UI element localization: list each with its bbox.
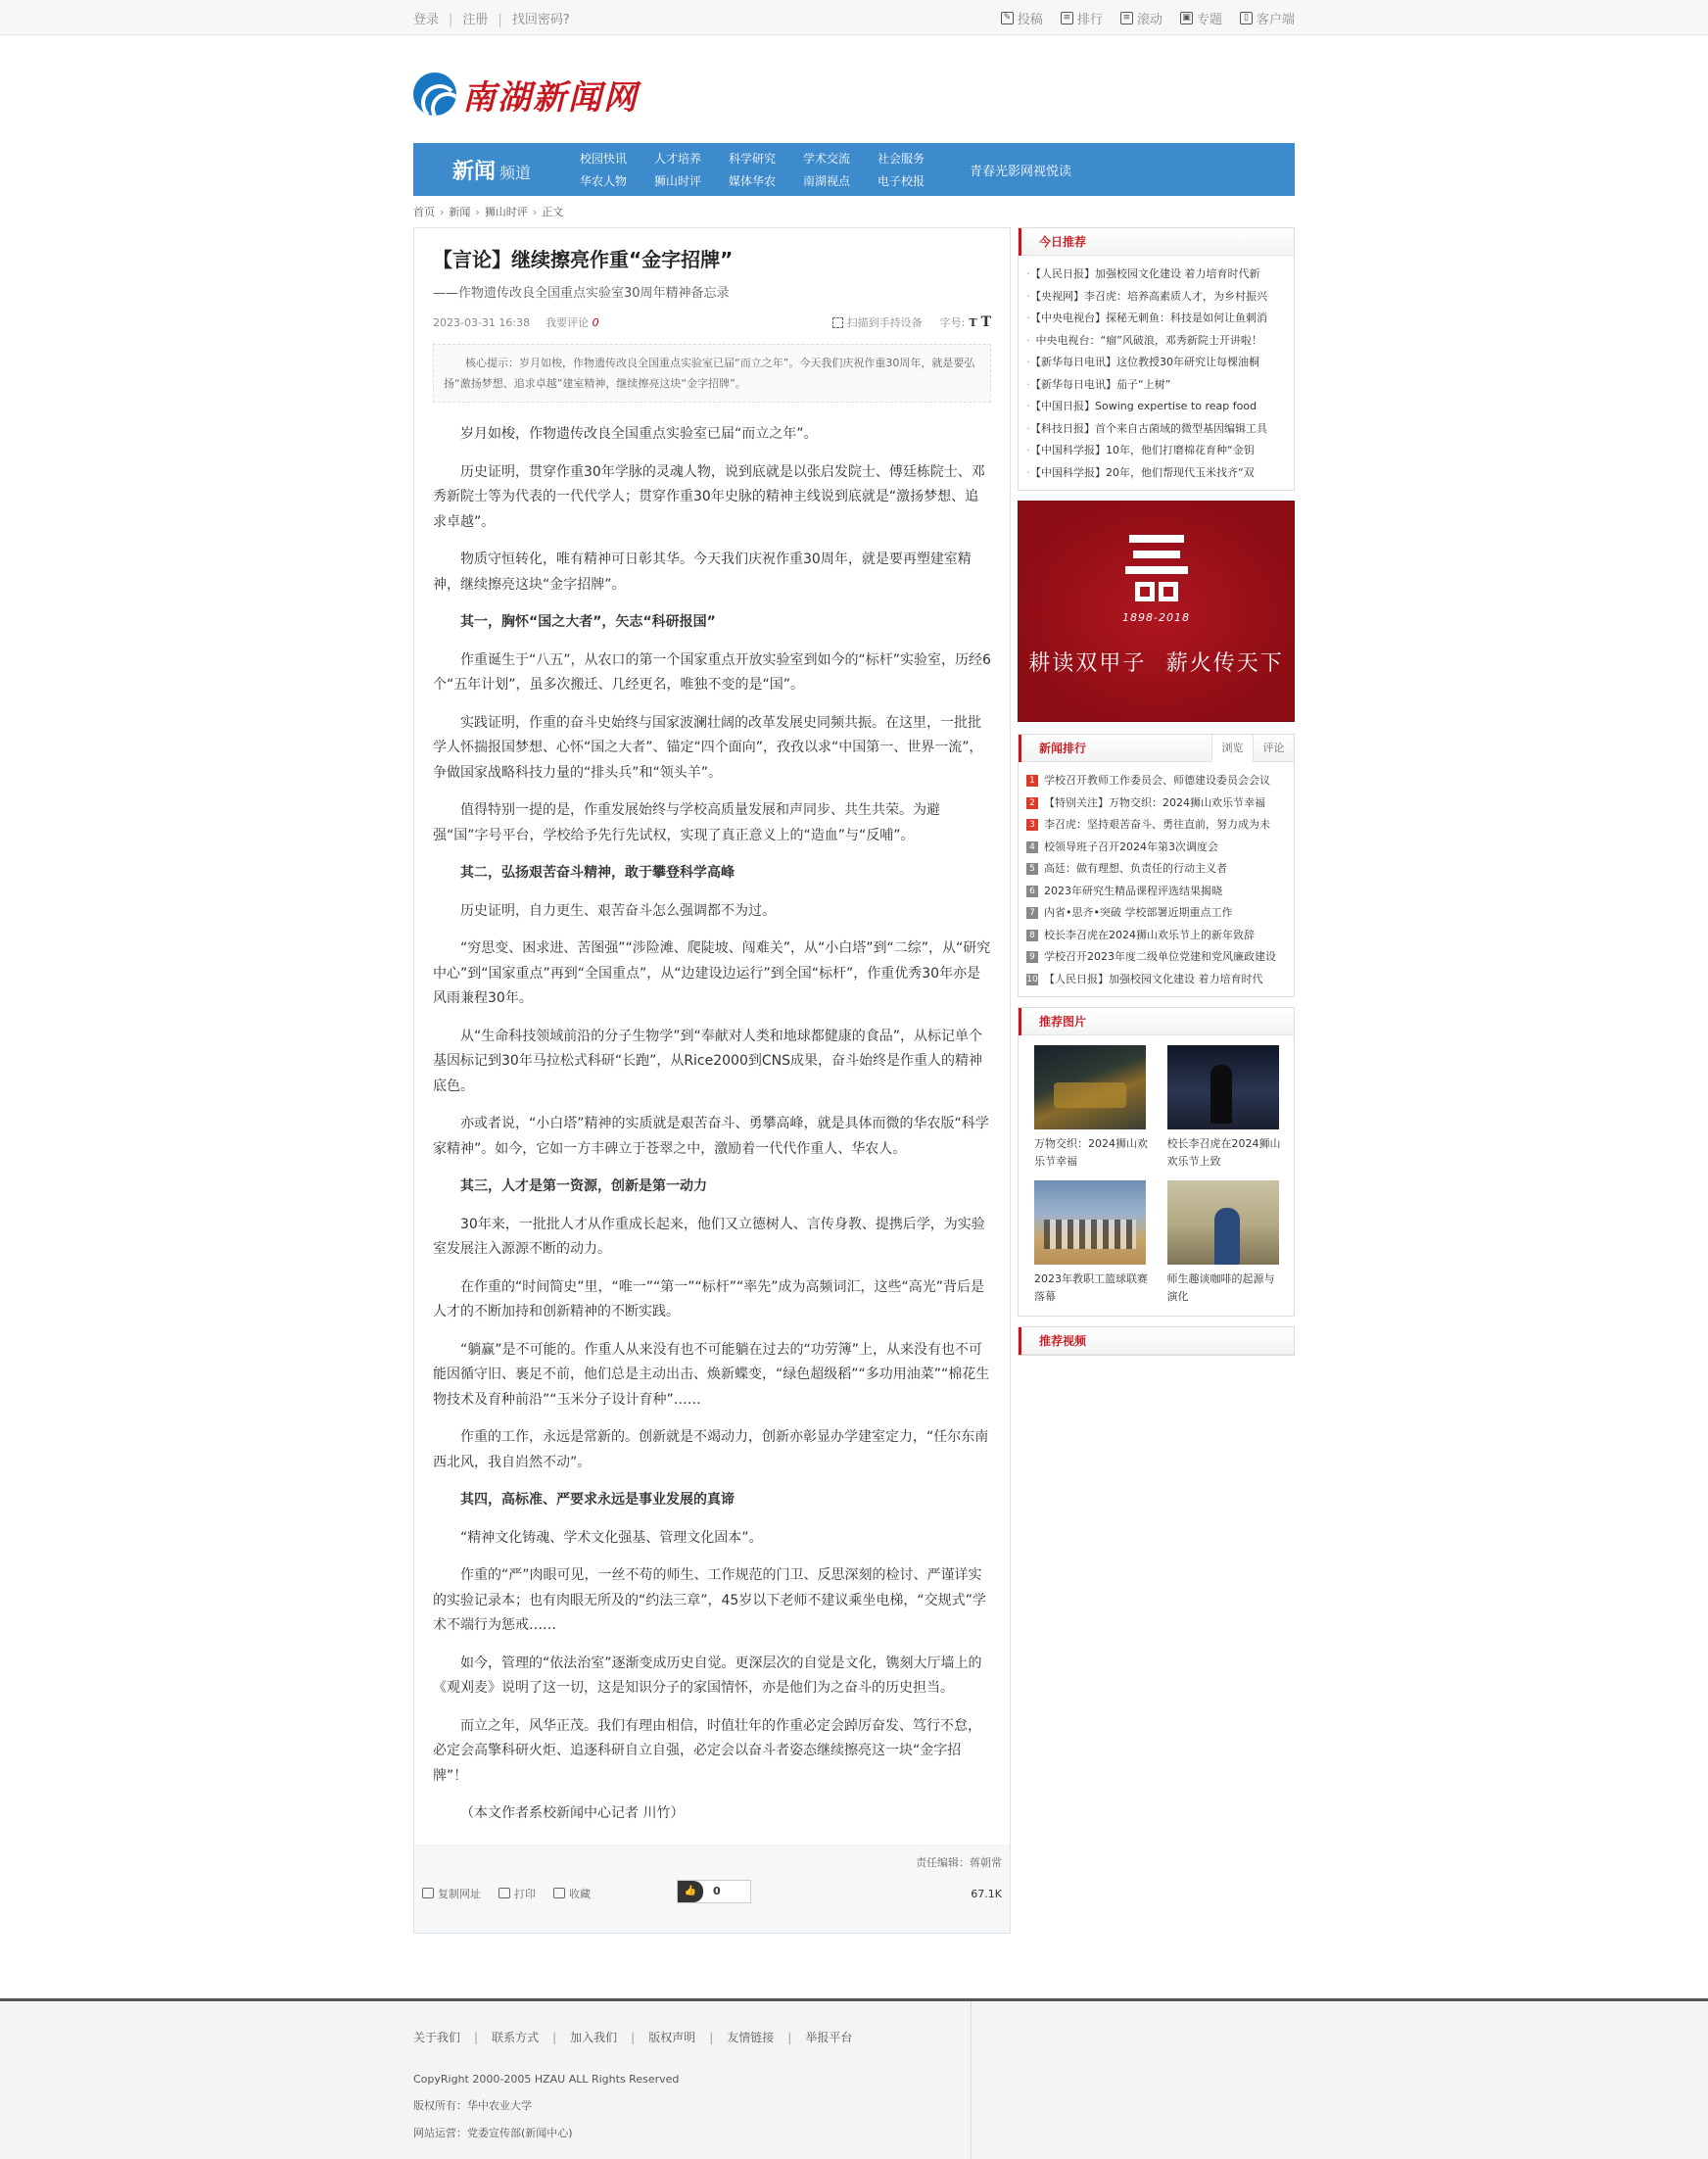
article-meta [433, 314, 991, 330]
article-paragraph: 30年来，一批批人才从作重成长起来，他们又立德树人、言传身教、提携后学，为实验室发展注入源源不断的动力。 [433, 1216, 985, 1257]
today-recommend-item[interactable]: · 【科技日报】首个来自古菌域的微型基因编辑工具 [1026, 418, 1286, 441]
article-paragraph: 实践证明，作重的奋斗史始终与国家波澜壮阔的改革发展史同频共振。在这里，一批批学人怀揣报国梦想、心怀“国之大者”、锚定“四个面向”，孜孜以求“中国第一、世界一流”，争做国家战略科技力量的“排头兵”和“领头羊”。 [433, 714, 983, 781]
footer-link[interactable]: 加入我们 [570, 2031, 618, 2044]
ranking-item[interactable] [1026, 858, 1286, 881]
rank-number: 4 [1026, 841, 1038, 853]
ranking-item[interactable] [1026, 946, 1286, 969]
article-paragraph: 作重诞生于“八五”，从农口的第一个国家重点开放实验室到如今的“标杆”实验室，历经6个“五年计划”，虽多次搬迁、几经更名，唯独不变的是“国”。 [433, 651, 991, 693]
pic-item[interactable]: 万物交织：2024狮山欢乐节幸福 [1034, 1045, 1152, 1171]
banner-years: 1898-2018 [1122, 611, 1190, 624]
ranking-item[interactable] [1026, 770, 1286, 792]
nav-big-item[interactable]: 青春 [970, 164, 996, 179]
breadcrumb: 首页 › 新闻 › 狮山时评 › 正文 [413, 206, 564, 218]
image-icon: ▣ [1180, 12, 1193, 24]
ranking-link[interactable]: ≡ 排行 [1061, 9, 1103, 27]
article-section-heading: 其二，弘扬艰苦奋斗精神，敢于攀登科学高峰 [460, 865, 735, 881]
top-bar [0, 0, 1708, 35]
article-paragraph: “躺赢”是不可能的。作重人从来没有也不可能躺在过去的“功劳簿”上，从来没有也不可能因循守旧、裹足不前，他们总是主动出击、焕新蝶变，“绿色超级稻”“多功用油菜”“棉花生物技术及育种前沿”“玉米分子设计育种”…… [433, 1341, 990, 1408]
nav-item[interactable]: 校园快讯 [580, 152, 628, 166]
login-link[interactable]: 登录 [413, 12, 440, 27]
ranking-item-title: 【人民日报】加强校园文化建设 着力培育时代 [1044, 972, 1263, 985]
channel-grid [580, 150, 952, 189]
ranking-item[interactable] [1026, 902, 1286, 925]
ranking-item-title: 【特别关注】万物交织：2024狮山欢乐节幸福 [1044, 795, 1265, 809]
qr-icon [832, 317, 843, 328]
news-ranking-list [1019, 762, 1294, 996]
article-paragraph: “精神文化铸魂、学术文化强基、管理文化固本”。 [460, 1529, 763, 1546]
thumb-icon: 👍 [678, 1881, 703, 1902]
article-paragraph: “穷思变、困求进、苦图强”“涉险滩、爬陡坡、闯难关”，从“小白塔”到“二综”，从“研究中心”到“国家重点”再到“全国重点”，从“边建设边运行”到全国“标杆”，作重优秀30年亦是风雨兼程30年。 [433, 940, 991, 1006]
article-paragraph: 作重的工作，永远是常新的。创新就是不竭动力，创新亦彰显办学建室定力，“任尔东南西北风，我自岿然不动”。 [433, 1429, 989, 1470]
footer-link[interactable]: 联系方式 [492, 2031, 540, 2044]
qr-scan-link[interactable]: 扫描到手持设备 [832, 314, 923, 330]
article-paragraph: 作重的“严”肉眼可见，一丝不苟的师生、工作规范的门卫、反思深刻的检讨、严谨详实的实验记录本；也有肉眼无所及的“约法三章”，45岁以下老师不建议乘坐电梯，“交规式”学术不端行为惩戒…… [433, 1567, 986, 1633]
font-large-button[interactable]: T [980, 314, 991, 330]
article-paragraph: 物质守恒转化，唯有精神可日彰其华。今天我们庆祝作重30周年，就是要再塑建室精神，继续擦亮这块“金字招牌”。 [433, 552, 972, 593]
topic-link[interactable]: ▣ 专题 [1180, 9, 1222, 27]
article-section-heading: 其一，胸怀“国之大者”，矢志“科研报国” [460, 614, 716, 630]
today-recommend-title: 今日推荐 [1019, 228, 1086, 256]
font-small-button[interactable]: T [969, 316, 977, 329]
ranking-item-title: 校长李召虎在2024狮山欢乐节上的新年致辞 [1044, 928, 1255, 941]
favorite-button[interactable]: 收藏 [553, 1886, 591, 1901]
client-link[interactable]: ▯ 客户端 [1240, 9, 1295, 27]
footer-link[interactable]: 友情链接 [727, 2031, 775, 2044]
article-paragraph: （本文作者系校新闻中心记者 川竹） [460, 1805, 685, 1821]
breadcrumb-item[interactable]: 狮山时评 [484, 206, 528, 218]
nav-item[interactable]: 社会服务 [878, 152, 925, 166]
register-link[interactable]: 注册 [462, 12, 489, 27]
forgot-password-link[interactable]: 找回密码? [511, 12, 570, 27]
today-recommend-item[interactable]: · 【新华每日电讯】这位教授30年研究让每棵油桐 [1026, 352, 1286, 374]
footer-links: 关于我们 | 联系方式 | 加入我们 | 版权声明 | 友情链接 | 举报平台 [413, 2031, 853, 2044]
today-recommend-item[interactable]: · 中央电视台：“瘤”风破浪，邓秀新院士开讲啦！ [1026, 330, 1286, 353]
today-recommend-item[interactable]: · 【中国科学报】10年，他们打磨棉花育种“金钥 [1026, 440, 1286, 462]
breadcrumb-item[interactable]: 新闻 [449, 206, 471, 218]
article [413, 227, 1011, 1934]
responsible-editor: 责任编辑：蒋朝常 [916, 1855, 1002, 1869]
ranking-item-title: 校领导班子召开2024年第3次调度会 [1044, 840, 1218, 853]
rank-number: 3 [1026, 819, 1038, 831]
article-paragraph: 亦或者说，“小白塔”精神的实质就是艰苦奋斗、勇攀高峰，就是具体而微的华农版“科学家精神”。如今，它如一方丰碑立于苍翠之中，激励着一代代作重人、华农人。 [433, 1116, 989, 1157]
footer [0, 1998, 1708, 2159]
rank-number: 7 [1026, 907, 1038, 919]
ranking-item-title: 高廷：做有理想、负责任的行动主义者 [1044, 862, 1227, 875]
article-paragraph: 如今，管理的“依法治室”逐渐变成历史自觉。更深层次的自觉是文化，镌刻大厅墙上的《观刈麦》说明了这一切，这是知识分子的家国情怀，亦是他们为之奋斗的历史担当。 [433, 1655, 982, 1696]
news-ranking-title: 新闻排行 [1019, 735, 1086, 762]
breadcrumb-current: 正文 [542, 206, 564, 218]
nav-item[interactable]: 南湖视点 [803, 174, 851, 188]
submit-link[interactable]: ✎ 投稿 [1001, 9, 1043, 27]
anniversary-seal-icon [1121, 535, 1192, 605]
footer-link[interactable]: 版权声明 [648, 2031, 696, 2044]
font-size-control: 字号: T T [939, 314, 991, 330]
channel-brand[interactable]: 新闻 频道 [451, 158, 532, 184]
ranking-item[interactable] [1026, 792, 1286, 815]
article-paragraph: 岁月如梭，作物遗传改良全国重点实验室已届“而立之年”。 [460, 426, 818, 442]
ranking-item[interactable] [1026, 814, 1286, 837]
menu-icon: ≡ [1120, 12, 1133, 24]
nav-item[interactable]: 学术交流 [803, 152, 851, 166]
today-recommend-list [1019, 256, 1294, 490]
logo-text: 南湖新闻网 [462, 77, 639, 118]
today-recommend-item[interactable]: · 【新华每日电讯】茄子“上树” [1026, 374, 1286, 397]
rank-number: 8 [1026, 930, 1038, 941]
channel-big-links [970, 161, 1071, 179]
nav-item[interactable]: 媒体华农 [729, 174, 777, 188]
owner: 版权所有：华中农业大学 [413, 2099, 532, 2112]
recommend-pics-title: 推荐图片 [1019, 1008, 1086, 1035]
print-icon [498, 1888, 510, 1898]
recommend-video-title: 推荐视频 [1019, 1327, 1086, 1355]
article-paragraph: 而立之年，风华正茂。我们有理由相信，时值壮年的作重必定会踔厉奋发、笃行不怠，必定会高擎科研火炬、追逐科研自立自强，必定会以奋斗者姿态继续擦亮这一块“金字招牌”！ [433, 1717, 981, 1784]
article-paragraph: 从“生命科技领域前沿的分子生物学”到“奉献对人类和地球都健康的食品”，从标记单个基因标记到30年马拉松式科研“长跑”，从Rice2000到CNS成果，奋斗始终是作重人的精神底色。 [433, 1028, 983, 1094]
nav-item[interactable]: 人才培养 [654, 152, 702, 166]
photo [1034, 1180, 1146, 1265]
article-section-heading: 其四，高标准、严要求永远是事业发展的真谛 [460, 1492, 735, 1508]
article-title: 【言论】继续擦亮作重“金字招牌” [433, 248, 734, 271]
rank-number: 6 [1026, 886, 1038, 897]
ranking-item[interactable] [1026, 925, 1286, 947]
like-count: 0 [713, 1885, 721, 1897]
nav-item[interactable]: 华农人物 [580, 174, 628, 188]
site-logo[interactable] [413, 35, 1295, 143]
footer-link[interactable]: 关于我们 [413, 2031, 461, 2044]
rank-number: 10 [1026, 974, 1038, 984]
photo [1167, 1180, 1279, 1265]
nav-item[interactable]: 狮山时评 [654, 174, 702, 188]
footer-link[interactable]: 举报平台 [805, 2031, 853, 2044]
logo-icon [413, 72, 456, 116]
ranking-item-title: 学校召开教师工作委员会、师德建设委员会会议 [1044, 774, 1270, 787]
photo [1034, 1045, 1146, 1129]
ranking-item[interactable] [1026, 881, 1286, 903]
nav-item[interactable]: 科学研究 [729, 152, 777, 166]
rank-number: 2 [1026, 797, 1038, 809]
today-recommend-item[interactable]: · 【中国日报】Sowing expertise to reap food [1026, 396, 1286, 418]
photo [1167, 1045, 1279, 1129]
account-links: 登录 | 注册 | 找回密码? [413, 12, 570, 27]
article-footer [414, 1845, 1010, 1933]
tab-views[interactable]: 浏览 [1211, 735, 1253, 762]
favorite-icon [553, 1888, 565, 1898]
print-button[interactable]: 打印 [498, 1886, 536, 1901]
banner-slogan: 耕读双甲子 薪火传天下 [1028, 651, 1284, 676]
article-paragraph: 在作重的“时间简史”里，“唯一”“第一”“标杆”“率先”成为高频词汇，这些“高光”背后是人才的不断加持和创新精神的不断实践。 [433, 1278, 985, 1319]
article-paragraph: 值得特别一提的是，作重发展始终与学校高质量发展和声同步、共生共荣。为避强“国”字号平台，学校给予先行先试权，实现了真正意义上的“造血”与“反哺”。 [433, 802, 940, 843]
ranking-item-title: 学校召开2023年度二级单位党建和党风廉政建设 [1044, 950, 1276, 963]
operator: 网站运营：党委宣传部(新闻中心) [413, 2127, 573, 2139]
article-paragraph: 历史证明，自力更生、艰苦奋斗怎么强调都不为过。 [460, 902, 776, 919]
ranking-item-title: 内省•思齐•突破 学校部署近期重点工作 [1044, 906, 1233, 919]
publish-date: 2023-03-31 16:38 [433, 315, 531, 329]
edit-icon: ✎ [1001, 12, 1014, 24]
recommend-pics-box [1018, 1007, 1295, 1317]
recommend-video-box [1018, 1326, 1295, 1356]
anniversary-banner[interactable] [1018, 501, 1295, 722]
today-recommend-item[interactable]: · 【人民日报】加强校园文化建设 着力培育时代新 [1026, 264, 1286, 286]
rank-number: 9 [1026, 951, 1038, 963]
rank-number: 1 [1026, 775, 1038, 787]
copyright: CopyRight 2000-2005 HZAU ALL Rights Reserved [413, 2073, 680, 2086]
article-paragraph: 历史证明，贯穿作重30年学脉的灵魂人物，说到底就是以张启发院士、傅廷栋院士、邓秀新院士等为代表的一代代学人；贯穿作重30年史脉的精神主线说到底就是“激扬梦想、追求卓越”。 [433, 463, 985, 530]
rank-number: 5 [1026, 863, 1038, 875]
like-button[interactable] [677, 1880, 751, 1903]
list-icon: ≡ [1061, 12, 1073, 24]
today-recommend-box [1018, 227, 1295, 491]
page-size: 67.1K [971, 1887, 1002, 1900]
copy-url-button[interactable]: 复制网址 [422, 1886, 481, 1901]
nav-big-item[interactable]: 网视 [1020, 164, 1047, 179]
nav-item[interactable]: 电子校报 [878, 174, 925, 188]
ranking-item-title: 李召虎：坚持艰苦奋斗、勇往直前，努力成为未 [1044, 818, 1270, 831]
ranking-item[interactable] [1026, 969, 1286, 991]
nav-big-item[interactable]: 光影 [995, 164, 1021, 179]
ranking-item[interactable] [1026, 837, 1286, 859]
today-recommend-item[interactable]: · 【中央电视台】探秘无刺鱼：科技是如何让鱼刺消 [1026, 308, 1286, 330]
channel-nav [413, 143, 1295, 196]
copy-icon [422, 1888, 434, 1898]
pic-item[interactable]: 2023年教职工篮球联赛落幕 [1034, 1180, 1152, 1306]
today-recommend-item[interactable]: · 【中国科学报】20年，他们帮现代玉米找齐“双 [1026, 462, 1286, 485]
top-links [1001, 9, 1295, 27]
nav-big-item[interactable]: 悦读 [1046, 164, 1072, 179]
article-summary: 核心提示：岁月如梭，作物遗传改良全国重点实验室已届“而立之年”。今天我们庆祝作重30周年，就是要弘扬“激扬梦想、追求卓越”建室精神，继续擦亮这块“金字招牌”。 [433, 344, 991, 403]
pic-item[interactable]: 校长李召虎在2024狮山欢乐节上致 [1167, 1045, 1285, 1171]
breadcrumb-item[interactable]: 首页 [413, 206, 435, 218]
article-section-heading: 其三，人才是第一资源，创新是第一动力 [460, 1178, 707, 1194]
rolling-link[interactable]: ≡ 滚动 [1120, 9, 1162, 27]
comment-link[interactable]: 我要评论 0 [546, 316, 599, 329]
article-tools [422, 1886, 591, 1901]
today-recommend-item[interactable]: · 【央视网】李召虎：培养高素质人才，为乡村振兴 [1026, 286, 1286, 309]
news-ranking-box [1018, 734, 1295, 997]
tab-comments[interactable]: 评论 [1253, 735, 1294, 762]
ranking-item-title: 2023年研究生精品课程评选结果揭晓 [1044, 884, 1222, 897]
phone-icon: ▯ [1240, 12, 1253, 24]
sidebar [1018, 227, 1295, 1934]
article-subtitle: ——作物遗传改良全国重点实验室30周年精神备忘录 [433, 286, 730, 301]
article-body [433, 422, 991, 1827]
pic-item[interactable]: 师生趣谈咖啡的起源与演化 [1167, 1180, 1285, 1306]
